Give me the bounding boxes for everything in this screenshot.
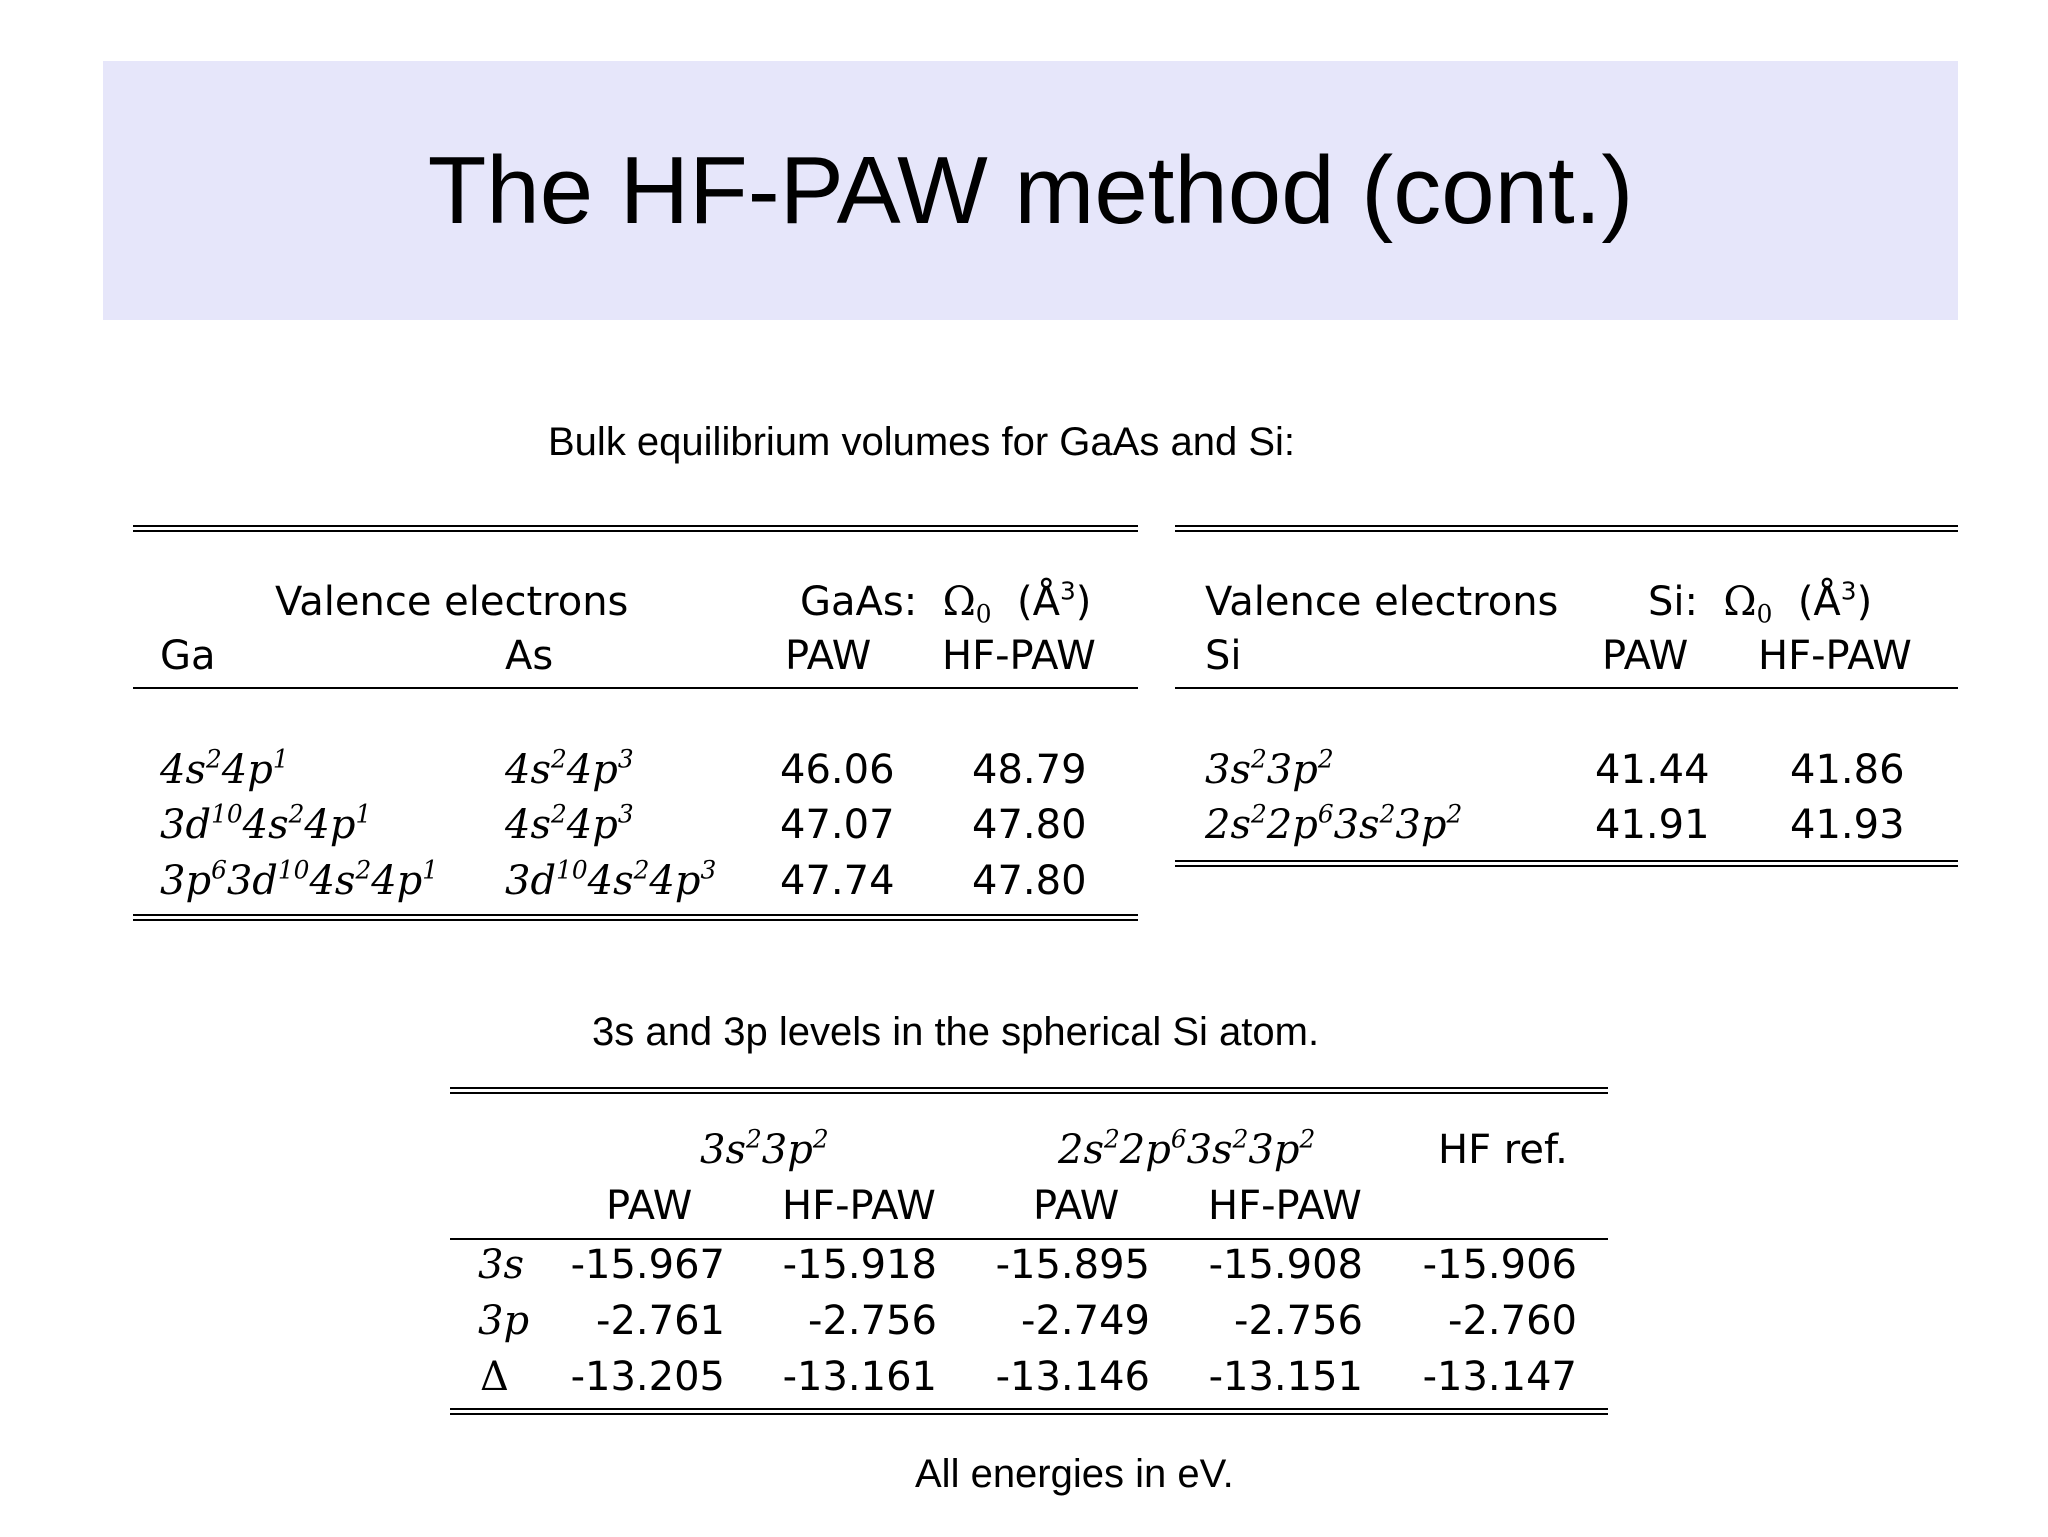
levels-row2-v2: -2.756 <box>808 1298 937 1344</box>
levels-row3-v2: -13.161 <box>782 1354 937 1400</box>
levels-sub-hfpaw-1: HF-PAW <box>782 1183 936 1229</box>
levels-row3-v1: -13.205 <box>570 1354 725 1400</box>
levels-row2-v5: -2.760 <box>1448 1298 1577 1344</box>
si-row2-config: $2s^22p^63s^23p^2$ <box>1205 799 1463 848</box>
si-top-rule <box>1175 525 1958 532</box>
gaas-valence-header: Valence electrons <box>275 579 629 625</box>
gaas-bottom-rule <box>133 914 1138 921</box>
levels-row3-v5: -13.147 <box>1422 1354 1577 1400</box>
gaas-row2-as: $4s^24p^3$ <box>505 799 634 848</box>
si-col-paw: PAW <box>1602 633 1689 679</box>
levels-row1-v1: -15.967 <box>570 1242 725 1288</box>
units-caption: All energies in eV. <box>915 1452 1234 1496</box>
gaas-row2-hfpaw: 47.80 <box>972 802 1087 848</box>
si-row1-hfpaw: 41.86 <box>1790 747 1905 793</box>
levels-hf-ref-header: HF ref. <box>1438 1127 1568 1173</box>
si-row2-hfpaw: 41.93 <box>1790 802 1905 848</box>
levels-caption: 3s and 3p levels in the spherical Si atom. <box>592 1010 1320 1054</box>
levels-sub-paw-2: PAW <box>1033 1183 1120 1229</box>
gaas-row1-paw: 46.06 <box>780 747 895 793</box>
levels-row2-label: 3p <box>478 1298 530 1344</box>
gaas-col-paw: PAW <box>785 633 872 679</box>
si-col-si: Si <box>1205 633 1242 679</box>
levels-row1-v3: -15.895 <box>995 1242 1150 1288</box>
levels-row1-v4: -15.908 <box>1208 1242 1363 1288</box>
gaas-col-as: As <box>505 633 554 679</box>
si-bottom-rule <box>1175 860 1958 867</box>
levels-sub-hfpaw-2: HF-PAW <box>1208 1183 1362 1229</box>
gaas-col-hfpaw: HF-PAW <box>942 633 1096 679</box>
gaas-volume-header: GaAs: $\Omega_0$ $(Å^3)$ <box>800 576 1092 629</box>
gaas-top-rule <box>133 525 1138 532</box>
levels-row2-v4: -2.756 <box>1234 1298 1363 1344</box>
gaas-col-ga: Ga <box>160 633 216 679</box>
gaas-row1-ga: $4s^24p^1$ <box>160 744 289 793</box>
levels-row3-v3: -13.146 <box>995 1354 1150 1400</box>
levels-row1-v5: -15.906 <box>1422 1242 1577 1288</box>
levels-bottom-rule <box>450 1408 1608 1415</box>
page-title: The HF-PAW method (cont.) <box>427 136 1634 244</box>
levels-top-rule <box>450 1087 1608 1094</box>
bulk-caption: Bulk equilibrium volumes for GaAs and Si: <box>548 420 1295 464</box>
gaas-row3-paw: 47.74 <box>780 858 895 904</box>
levels-row3-v4: -13.151 <box>1208 1354 1363 1400</box>
levels-header-rule <box>450 1238 1608 1240</box>
si-header-rule <box>1175 687 1958 689</box>
levels-sub-paw-1: PAW <box>606 1183 693 1229</box>
gaas-row2-paw: 47.07 <box>780 802 895 848</box>
levels-row2-v1: -2.761 <box>596 1298 725 1344</box>
si-col-hfpaw: HF-PAW <box>1758 633 1912 679</box>
si-volume-header: Si: $\Omega_0$ $(Å^3)$ <box>1648 576 1873 629</box>
levels-row2-v3: -2.749 <box>1021 1298 1150 1344</box>
si-row1-paw: 41.44 <box>1595 747 1710 793</box>
si-row1-config: $3s^23p^2$ <box>1205 744 1334 793</box>
gaas-header-rule <box>133 687 1138 689</box>
levels-group2: $2s^22p^63s^23p^2$ <box>1058 1124 1316 1173</box>
levels-row1-label: 3s <box>478 1242 524 1288</box>
title-banner <box>103 61 1958 320</box>
gaas-row3-hfpaw: 47.80 <box>972 858 1087 904</box>
levels-row1-v2: -15.918 <box>782 1242 937 1288</box>
gaas-row1-as: $4s^24p^3$ <box>505 744 634 793</box>
gaas-row3-as: $3d^{10}4s^24p^3$ <box>505 855 717 904</box>
gaas-row3-ga: $3p^63d^{10}4s^24p^1$ <box>160 855 439 904</box>
si-row2-paw: 41.91 <box>1595 802 1710 848</box>
si-valence-header: Valence electrons <box>1205 579 1559 625</box>
gaas-row2-ga: $3d^{10}4s^24p^1$ <box>160 799 372 848</box>
levels-row3-label: Δ <box>480 1354 509 1400</box>
gaas-row1-hfpaw: 48.79 <box>972 747 1087 793</box>
levels-group1: $3s^23p^2$ <box>700 1124 829 1173</box>
